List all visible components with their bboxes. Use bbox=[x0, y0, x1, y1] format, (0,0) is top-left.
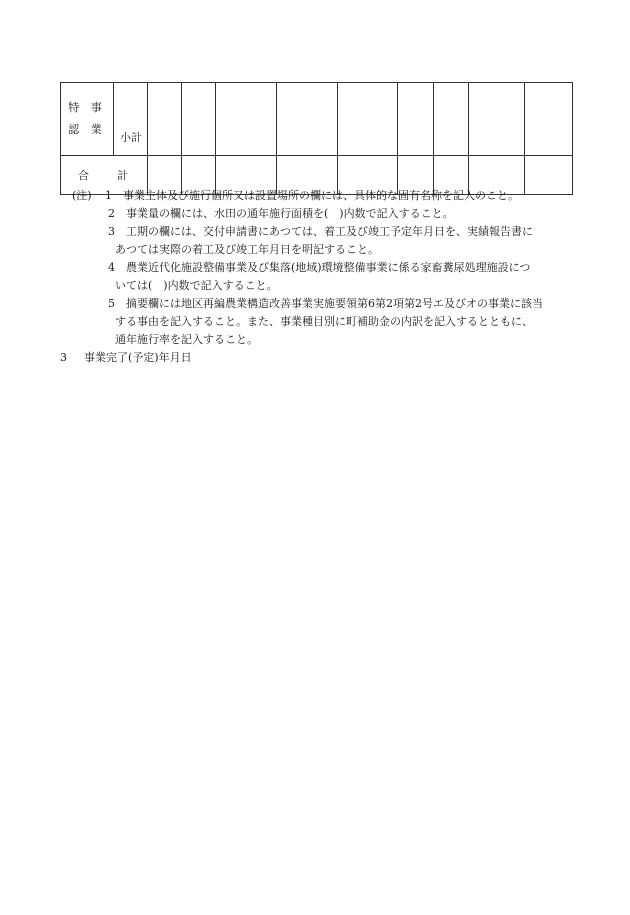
note-text: 事業主体及び施行個所又は設置場所の欄には、具体的な固有名称を記入のこと。 bbox=[123, 189, 519, 202]
table-cell bbox=[434, 83, 469, 156]
notes-section bbox=[60, 187, 580, 367]
note-number: 4 bbox=[108, 261, 115, 274]
note-text: いては( )内数で記入すること。 bbox=[115, 279, 278, 292]
total-label-part2: 計 bbox=[117, 169, 130, 182]
note-number: 2 bbox=[108, 207, 115, 220]
table-cell bbox=[469, 83, 525, 156]
special-project-label bbox=[61, 83, 114, 156]
table-cell bbox=[277, 83, 338, 156]
note-item-3 bbox=[60, 223, 580, 241]
special-label-line1: 特 事 bbox=[68, 101, 106, 114]
note-text: 事業量の欄には、水田の通年施行面積を( )内数で記入すること。 bbox=[126, 207, 454, 220]
table-cell bbox=[182, 83, 216, 156]
note-item-5-continued bbox=[60, 313, 580, 331]
note-item-5-continued-2 bbox=[60, 331, 580, 349]
table-cell bbox=[338, 83, 398, 156]
section-3-heading bbox=[60, 349, 580, 367]
special-project-row bbox=[61, 83, 573, 156]
total-label-part1: 合 bbox=[78, 169, 91, 182]
section-title: 事業完了(予定)年月日 bbox=[84, 351, 192, 364]
table-cell bbox=[148, 83, 182, 156]
note-text: する事由を記入すること。また、事業種目別に町補助金の内訳を記入するとともに、 bbox=[115, 315, 533, 328]
note-number: 5 bbox=[108, 297, 115, 310]
note-number: 3 bbox=[108, 225, 115, 238]
table-cell bbox=[216, 83, 277, 156]
note-text: 農業近代化施設整備事業及び集落(地域)環境整備事業に係る家畜糞尿処理施設につ bbox=[126, 261, 531, 274]
note-item-4-continued bbox=[60, 277, 580, 295]
table-cell bbox=[398, 83, 434, 156]
note-text: 通年施行率を記入すること。 bbox=[115, 333, 258, 346]
project-table bbox=[60, 82, 573, 195]
notes-prefix: (注) bbox=[72, 189, 92, 202]
subtotal-label: 小計 bbox=[114, 83, 148, 156]
note-text: 工期の欄には、交付申請書にあつては、着工及び竣工予定年月日を、実績報告書に bbox=[126, 225, 533, 238]
table-cell bbox=[525, 83, 573, 156]
note-number: 1 bbox=[105, 189, 112, 202]
note-item-4 bbox=[60, 259, 580, 277]
note-item-1 bbox=[60, 187, 580, 205]
note-item-3-continued bbox=[60, 241, 580, 259]
section-number: 3 bbox=[60, 351, 67, 364]
note-item-2 bbox=[60, 205, 580, 223]
note-text: 摘要欄には地区再編農業構造改善事業実施要領第6第2項第2号エ及びオの事業に該当 bbox=[126, 297, 543, 310]
special-label-line2: 認 業 bbox=[68, 123, 106, 136]
note-text: あつては実際の着工及び竣工年月日を明記すること。 bbox=[115, 243, 379, 256]
note-item-5 bbox=[60, 295, 580, 313]
